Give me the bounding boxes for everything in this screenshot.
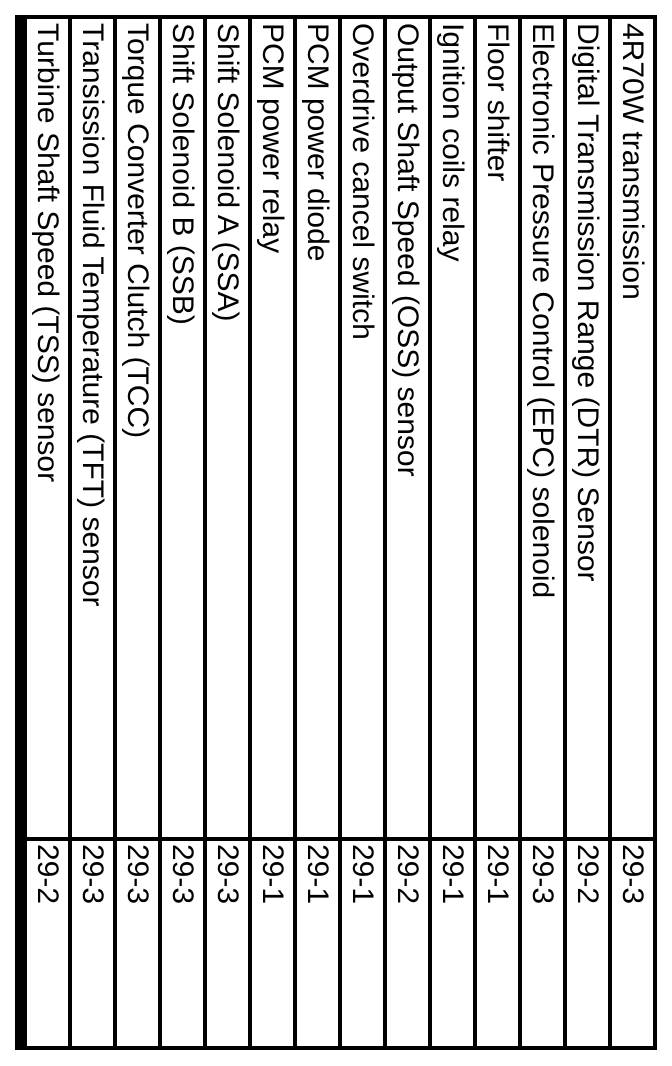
component-name-cell: PCM power relay xyxy=(252,19,293,837)
component-name-cell: Output Shaft Speed (OSS) sensor xyxy=(387,19,428,837)
component-index-table xyxy=(19,19,653,1046)
table-row xyxy=(162,19,203,1046)
component-name-cell: Electronic Pressure Control (EPC) solenoid xyxy=(522,19,563,837)
page-number-cell: 29-1 xyxy=(297,841,338,1046)
page-number-cell: 29-2 xyxy=(27,841,68,1046)
component-name-cell: Shift Solenoid B (SSB) xyxy=(162,19,203,837)
table-row xyxy=(522,19,563,1046)
table-row xyxy=(432,19,473,1046)
component-name-cell: Shift Solenoid A (SSA) xyxy=(207,19,248,837)
page-number-cell: 29-1 xyxy=(432,841,473,1046)
component-name-cell: Torque Converter Clutch (TCC) xyxy=(117,19,158,837)
table-row xyxy=(117,19,158,1046)
table-row xyxy=(252,19,293,1046)
page-number-cell: 29-1 xyxy=(477,841,518,1046)
component-name-cell: Ignition coils relay xyxy=(432,19,473,837)
table-row xyxy=(207,19,248,1046)
table-row xyxy=(342,19,383,1046)
component-name-cell: Digital Transmission Range (DTR) Sensor xyxy=(567,19,608,837)
component-name-cell: 4R70W transmission xyxy=(612,19,653,837)
page-number-cell: 29-1 xyxy=(342,841,383,1046)
table-row xyxy=(72,19,113,1046)
page-number-cell: 29-3 xyxy=(117,841,158,1046)
table-row xyxy=(387,19,428,1046)
page-number-cell: 29-2 xyxy=(387,841,428,1046)
component-name-cell: Floor shifter xyxy=(477,19,518,837)
table-row xyxy=(477,19,518,1046)
table-row xyxy=(612,19,653,1046)
table-row xyxy=(297,19,338,1046)
page-number-cell: 29-2 xyxy=(567,841,608,1046)
page-number-cell: 29-3 xyxy=(72,841,113,1046)
component-name-cell: Transission Fluid Temperature (TFT) sensor xyxy=(72,19,113,837)
component-name-cell: Overdrive cancel switch xyxy=(342,19,383,837)
table-row xyxy=(27,19,68,1046)
page-number-cell: 29-3 xyxy=(522,841,563,1046)
table-row xyxy=(567,19,608,1046)
page-number-cell: 29-3 xyxy=(207,841,248,1046)
page-number-cell: 29-3 xyxy=(612,841,653,1046)
page-number-cell: 29-1 xyxy=(252,841,293,1046)
component-name-cell: PCM power diode xyxy=(297,19,338,837)
component-name-cell: Turbine Shaft Speed (TSS) sensor xyxy=(27,19,68,837)
page-number-cell: 29-3 xyxy=(162,841,203,1046)
